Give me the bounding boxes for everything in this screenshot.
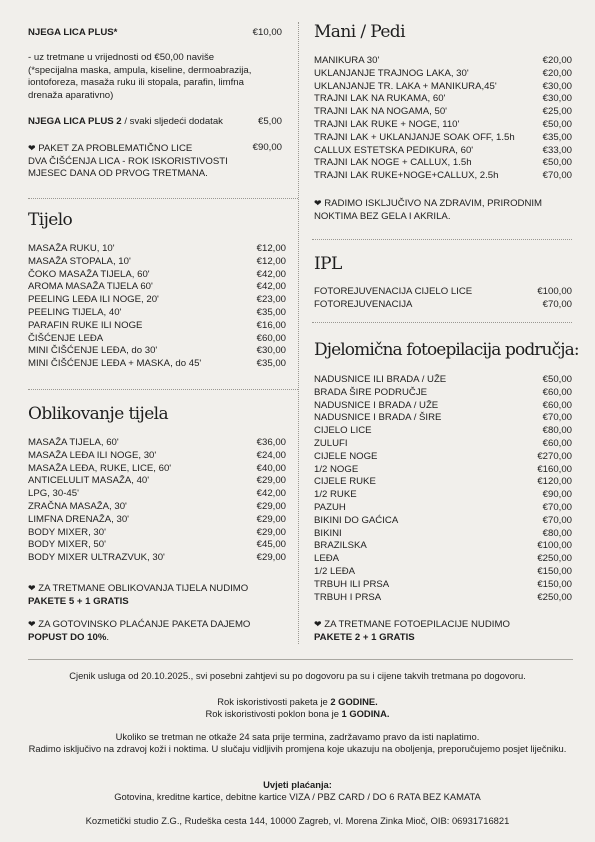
section-title-tijelo: Tijelo: [28, 210, 73, 230]
service-price: €42,00: [256, 488, 286, 500]
service-name: TRBUH I PRSA: [314, 591, 382, 603]
package-desc: DVA ČIŠĆENJA LICA - ROK ISKORISTIVOSTI MJESEC DANA OD PRVOG TRETMANA.: [28, 155, 228, 180]
price-row: [314, 132, 572, 145]
service-name: LIMFNA DRENAŽA, 30': [28, 513, 129, 525]
service-price: €20,00: [542, 55, 572, 66]
service-suffix: / svaki sljedeći dodatak: [121, 115, 223, 127]
service-name: BRADA ŠIRE PODRUČJE: [314, 386, 428, 398]
service-name: BODY MIXER, 50': [28, 539, 106, 551]
service-name: UKLANJANJE TRAJNOG LAKA, 30': [314, 67, 469, 79]
service-name: MINI ČIŠĆENJE LEĐA + MASKA, do 45': [28, 358, 202, 370]
price-row: [314, 119, 572, 132]
service-price: €42,00: [256, 268, 286, 280]
service-price: €12,00: [256, 243, 286, 254]
service-name: ČIŠĆENJE LEĐA: [28, 332, 104, 344]
divider: [28, 198, 298, 199]
price-row: [28, 281, 286, 294]
price-row: [314, 145, 572, 158]
price-row: [314, 412, 572, 425]
service-name: NADUSNICE ILI BRADA / UŽE: [314, 374, 447, 385]
price-row: [314, 515, 572, 528]
price-row: [28, 463, 286, 476]
price-row: [314, 55, 572, 68]
service-name: AROMA MASAŽA TIJELA 60': [28, 281, 153, 293]
service-name: MASAŽA LEĐA ILI NOGE, 30': [28, 449, 157, 461]
footer-cancellation: Ukoliko se tretman ne otkaže 24 sata prije termina, zadržavamo pravo da isti naplatimo.: [115, 731, 480, 742]
price-row: [314, 299, 572, 312]
column-divider: [298, 22, 299, 644]
plus-note: - uz tretmane u vrijednosti od €50,00 naviše (*specijalna maska, ampula, kiseline, dermoabrazija, iontoforeza, masaža ruku ili stopala, parafin, limfna drenaža aparativno): [28, 51, 252, 102]
footer-payment-methods: Gotovina, kreditne kartice, debitne kartice VIZA / PBZ CARD / DO 6 RATA BEZ KAMATA: [114, 791, 481, 802]
service-name: FOTOREJUVENACIJA: [314, 298, 413, 310]
note-text: ZA TRETMANE OBLIKOVANJA TIJELA NUDIMO: [38, 583, 249, 594]
price-row: [314, 489, 572, 502]
price-row: [314, 566, 572, 579]
price-row: [28, 307, 286, 320]
service-name: LPG, 30-45': [28, 488, 79, 500]
price-row: [314, 387, 572, 400]
oblikovanje-package-note: [28, 582, 286, 609]
section-title-ipl: IPL: [314, 254, 342, 274]
service-price: €30,00: [542, 93, 572, 105]
face-extras-section: [28, 27, 282, 181]
price-row: [314, 592, 572, 605]
service-price: €80,00: [542, 425, 572, 437]
service-name: BODY MIXER ULTRAZVUK, 30': [28, 552, 165, 564]
service-name: TRAJNI LAK + UKLANJANJE SOAK OFF, 1.5h: [314, 131, 515, 143]
service-price: €42,00: [256, 281, 286, 293]
section-title-fotoepilacija: Djelomična fotoepilacija područja:: [314, 340, 579, 360]
service-name: PEELING TIJELA, 40': [28, 306, 122, 318]
service-price: €35,00: [542, 131, 572, 143]
service-name: MASAŽA STOPALA, 10': [28, 255, 131, 267]
footer-divider: [28, 659, 573, 660]
mani-price-list: [314, 55, 572, 183]
price-row: [314, 553, 572, 566]
service-name: PEELING LEĐA ILI NOGE, 20': [28, 294, 159, 306]
price-row: [314, 400, 572, 413]
service-price: €30,00: [542, 80, 572, 92]
section-title-oblikovanje: Oblikovanje tijela: [28, 404, 169, 424]
service-price: €150,00: [537, 565, 572, 577]
service-name: TRAJNI LAK RUKE+NOGE+CALLUX, 2.5h: [314, 170, 499, 182]
service-price: €160,00: [537, 463, 572, 475]
service-name: 1/2 RUKE: [314, 489, 357, 501]
footer-address: Kozmetički studio Z.G., Rudeška cesta 144, 10000 Zagreb, vl. Morena Zinka Mioč, OIB: 06931716821: [85, 815, 510, 826]
service-name: BIKINI DO GAĆICA: [314, 514, 399, 526]
service-name: FOTOREJUVENACIJA CIJELO LICE: [314, 286, 473, 297]
divider: [312, 322, 572, 323]
note-text: ZA GOTOVINSKO PLAĆANJE PAKETA DAJEMO: [38, 619, 251, 630]
price-row: [28, 243, 286, 256]
service-name: NADUSNICE I BRADA / ŠIRE: [314, 412, 442, 424]
price-row: [28, 294, 286, 307]
service-name: 1/2 NOGE: [314, 463, 359, 475]
service-price: €29,00: [256, 552, 286, 564]
price-row: [314, 81, 572, 94]
price-row: [314, 502, 572, 515]
service-name: ANTICELULIT MASAŽA, 40': [28, 475, 150, 487]
price-row: [28, 256, 286, 269]
price-row: [314, 68, 572, 81]
price-row: [28, 539, 286, 552]
price-row: [314, 540, 572, 553]
divider: [28, 389, 298, 390]
price-row: [28, 552, 286, 565]
heart-icon: ❤: [28, 583, 36, 593]
service-price: €270,00: [537, 450, 572, 462]
note-suffix: .: [106, 631, 110, 643]
price-row: [28, 142, 282, 156]
price-row: [28, 345, 286, 358]
service-name: TRAJNI LAK NOGE + CALLUX, 1.5h: [314, 157, 472, 169]
service-price: €150,00: [537, 578, 572, 590]
service-name: TRAJNI LAK RUKE + NOGE, 110': [314, 118, 460, 130]
price-row: [314, 476, 572, 489]
service-price: €35,00: [256, 358, 286, 370]
service-name: ZRAČNA MASAŽA, 30': [28, 500, 127, 512]
service-name: NJEGA LICA PLUS*: [28, 27, 118, 38]
service-price: €50,00: [542, 374, 572, 385]
price-row: [28, 437, 286, 450]
service-price: €25,00: [542, 106, 572, 118]
heart-icon: ❤: [28, 142, 36, 153]
service-price: €50,00: [542, 157, 572, 169]
service-price: €20,00: [542, 67, 572, 79]
service-price: €36,00: [256, 437, 286, 448]
service-price: €29,00: [256, 475, 286, 487]
footer-voucher-validity: [0, 708, 595, 721]
service-name: BIKINI: [314, 527, 342, 539]
service-name: UKLANJANJE TR. LAKA + MANIKURA,45': [314, 80, 497, 92]
service-name: PARAFIN RUKE ILI NOGE: [28, 319, 143, 331]
service-name: CIJELE NOGE: [314, 450, 378, 462]
oblikovanje-price-list: [28, 437, 286, 565]
footer-payment-title: Uvjeti plaćanja:: [263, 779, 332, 790]
price-row: [314, 170, 572, 183]
price-row: [314, 451, 572, 464]
oblikovanje-cash-note: [28, 618, 286, 645]
heart-icon: ❤: [314, 198, 322, 208]
service-name: 1/2 LEĐA: [314, 565, 356, 577]
service-name: CALLUX ESTETSKA PEDIKURA, 60': [314, 144, 474, 156]
service-name: ZULUFI: [314, 437, 348, 449]
foto-package-note: [314, 618, 572, 645]
price-row: [314, 157, 572, 170]
note-highlight: PAKETE 5 + 1 GRATIS: [28, 595, 129, 607]
service-price: €40,00: [256, 462, 286, 474]
price-row: [314, 528, 572, 541]
service-name: MANIKURA 30': [314, 55, 380, 66]
service-price: €90,00: [542, 489, 572, 501]
service-name: MASAŽA TIJELA, 60': [28, 437, 119, 448]
service-price: €60,00: [256, 332, 286, 344]
price-row: [314, 93, 572, 106]
service-name: TRAJNI LAK NA RUKAMA, 60': [314, 93, 446, 105]
service-price: €100,00: [537, 540, 572, 552]
footer-highlight: 1 GODINA.: [341, 708, 390, 719]
price-row: [28, 501, 286, 514]
footer-text: Rok iskoristivosti paketa je: [217, 696, 331, 707]
foto-price-list: [314, 374, 572, 604]
price-row: [28, 527, 286, 540]
service-price: €250,00: [537, 591, 572, 603]
service-price: €70,00: [542, 501, 572, 513]
service-name: ČOKO MASAŽA TIJELA, 60': [28, 268, 150, 280]
footer-text: Rok iskoristivosti poklon bona je: [205, 708, 342, 719]
price-row: [314, 106, 572, 119]
service-name: LEĐA: [314, 553, 340, 565]
service-price: €90,00: [252, 141, 282, 153]
service-price: €45,00: [256, 539, 286, 551]
service-price: €24,00: [256, 449, 286, 461]
service-name: PAZUH: [314, 501, 346, 513]
service-name: MASAŽA RUKU, 10': [28, 243, 115, 254]
service-price: €16,00: [256, 319, 286, 331]
price-row: [314, 425, 572, 438]
service-price: €50,00: [542, 118, 572, 130]
footer-highlight: 2 GODINE.: [330, 696, 378, 707]
price-row: [314, 438, 572, 451]
price-row: [314, 374, 572, 387]
section-title-mani-pedi: Mani / Pedi: [314, 22, 405, 42]
service-price: €70,00: [542, 514, 572, 526]
note-highlight: POPUST DO 10%: [28, 631, 107, 643]
price-row: [28, 450, 286, 463]
service-price: €35,00: [256, 306, 286, 318]
service-name: NJEGA LICA PLUS 2: [28, 115, 122, 127]
price-row: [28, 488, 286, 501]
service-price: €23,00: [256, 294, 286, 306]
price-row: [28, 116, 282, 129]
service-price: €120,00: [537, 476, 572, 488]
note-text: RADIMO ISKLJUČIVO NA ZDRAVIM, PRIRODNIM NOKTIMA BEZ GELA I AKRILA.: [314, 198, 543, 222]
service-name: CIJELO LICE: [314, 425, 372, 437]
service-name: TRAJNI LAK NA NOGAMA, 50': [314, 106, 447, 118]
price-row: [28, 358, 286, 371]
footer-valid-from: Cjenik usluga od 20.10.2025., svi posebni zahtjevi su po dogovoru pa su i cijene takvih tretmana po dogovoru.: [69, 670, 526, 681]
price-row: [28, 320, 286, 333]
service-price: €70,00: [542, 170, 572, 182]
price-row: [314, 286, 572, 299]
service-price: €60,00: [542, 437, 572, 449]
footer-health-note: Radimo isključivo na zdravoj koži i noktima. U slučaju vidljivih promjena koje ukazuju na oboljenja, preporučujemo posjet liječniku.: [28, 743, 567, 754]
note-text: ZA TRETMANE FOTOEPILACIJE NUDIMO: [324, 619, 510, 630]
heart-icon: ❤: [28, 619, 36, 629]
mani-note: [314, 197, 572, 224]
price-row: [314, 464, 572, 477]
service-name: MINI ČIŠĆENJE LEĐA, do 30': [28, 345, 158, 357]
service-price: €70,00: [542, 298, 572, 310]
service-price: €30,00: [256, 345, 286, 357]
service-name: BRAZILSKA: [314, 540, 367, 552]
service-price: €100,00: [537, 286, 572, 297]
price-row: [28, 475, 286, 488]
footer-package-validity: [0, 696, 595, 709]
service-price: €12,00: [256, 255, 286, 267]
note-highlight: PAKETE 2 + 1 GRATIS: [314, 631, 415, 643]
service-price: €60,00: [542, 386, 572, 398]
price-row: [28, 27, 282, 40]
price-row: [28, 514, 286, 527]
service-price: €250,00: [537, 553, 572, 565]
service-name: TRBUH ILI PRSA: [314, 578, 390, 590]
service-name: PAKET ZA PROBLEMATIČNO LICE: [38, 142, 193, 154]
service-name: BODY MIXER, 30': [28, 526, 106, 538]
tijelo-price-list: [28, 243, 286, 371]
service-price: €10,00: [252, 27, 282, 38]
service-name: MASAŽA LEĐA, RUKE, LICE, 60': [28, 462, 172, 474]
service-price: €70,00: [542, 412, 572, 424]
service-price: €29,00: [256, 526, 286, 538]
price-row: [28, 333, 286, 346]
price-row: [28, 269, 286, 282]
service-price: €5,00: [257, 115, 282, 127]
service-price: €80,00: [542, 527, 572, 539]
service-price: €60,00: [542, 399, 572, 411]
divider: [312, 239, 572, 240]
service-name: CIJELE RUKE: [314, 476, 376, 488]
price-row: [314, 579, 572, 592]
service-price: €29,00: [256, 513, 286, 525]
service-name: NADUSNICE I BRADA / UŽE: [314, 399, 439, 411]
service-price: €29,00: [256, 500, 286, 512]
service-price: €33,00: [542, 144, 572, 156]
heart-icon: ❤: [314, 619, 322, 629]
ipl-price-list: [314, 286, 572, 312]
